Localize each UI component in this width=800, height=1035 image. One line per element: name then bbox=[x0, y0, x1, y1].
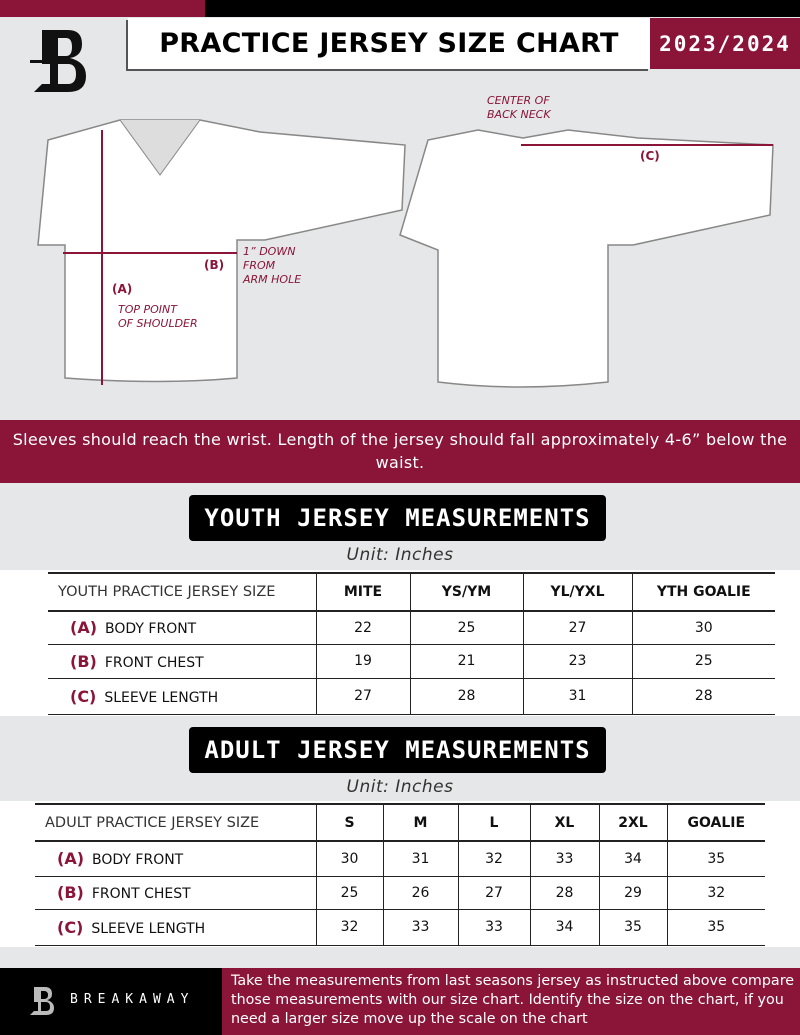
size-value-cell: 23 bbox=[523, 644, 632, 678]
table-row bbox=[35, 909, 765, 945]
table-row bbox=[48, 644, 775, 678]
row-label-cell bbox=[48, 644, 316, 678]
size-value-cell: 35 bbox=[667, 909, 765, 945]
size-value-cell: 28 bbox=[632, 678, 775, 714]
size-value-cell: 22 bbox=[316, 611, 410, 644]
size-value-cell: 31 bbox=[383, 841, 458, 876]
measure-key: (C) bbox=[70, 686, 97, 706]
size-value-cell: 26 bbox=[383, 876, 458, 909]
breakaway-logo bbox=[28, 26, 94, 96]
instructions-banner: Sleeves should reach the wrist. Length of the jersey should fall approximately 4-6” below the waist. bbox=[0, 420, 800, 483]
column-header: 2XL bbox=[599, 804, 667, 841]
column-header: S bbox=[316, 804, 383, 841]
size-value-cell: 34 bbox=[599, 841, 667, 876]
size-value-cell: 27 bbox=[316, 678, 410, 714]
size-value-cell: 33 bbox=[458, 909, 530, 945]
label-b: (B) bbox=[204, 258, 225, 272]
column-header: M bbox=[383, 804, 458, 841]
table-row bbox=[35, 876, 765, 909]
breakaway-logo-small bbox=[28, 985, 56, 1017]
youth-unit: Unit: Inches bbox=[346, 545, 454, 565]
size-value-cell: 25 bbox=[316, 876, 383, 909]
season-badge: 2023/2024 bbox=[650, 18, 800, 69]
front-jersey-diagram bbox=[30, 110, 410, 400]
column-header: YTH GOALIE bbox=[632, 573, 775, 611]
measure-key: (C) bbox=[57, 917, 84, 937]
back-jersey-diagram bbox=[398, 120, 778, 395]
footer-brand-name: BREAKAWAY bbox=[70, 992, 195, 1007]
size-value-cell: 25 bbox=[632, 644, 775, 678]
measure-label: FRONT CHEST bbox=[104, 654, 204, 671]
top-accent-bar bbox=[0, 0, 205, 17]
size-value-cell: 31 bbox=[523, 678, 632, 714]
size-value-cell: 21 bbox=[410, 644, 523, 678]
size-value-cell: 19 bbox=[316, 644, 410, 678]
table-header-row bbox=[48, 573, 775, 611]
youth-size-table bbox=[48, 572, 775, 715]
measure-label: SLEEVE LENGTH bbox=[91, 920, 206, 937]
note-top-point-shoulder: TOP POINT OF SHOULDER bbox=[118, 303, 198, 330]
row-label-cell bbox=[48, 678, 316, 714]
row-label-cell bbox=[35, 841, 316, 876]
note-center-back-neck: CENTER OF BACK NECK bbox=[487, 94, 551, 121]
size-value-cell: 30 bbox=[632, 611, 775, 644]
row-label-cell bbox=[48, 611, 316, 644]
footer-instructions: Take the measurements from last seasons jersey as instructed above compare those measurements with our size chart. Identify the size on the chart, if you need a larger size move up the scale on the chart bbox=[222, 968, 800, 1035]
table-row bbox=[35, 841, 765, 876]
measure-key: (A) bbox=[70, 618, 98, 638]
measure-label: BODY FRONT bbox=[105, 621, 197, 638]
table-header-row bbox=[35, 804, 765, 841]
adult-size-table bbox=[35, 803, 765, 946]
column-header: ADULT PRACTICE JERSEY SIZE bbox=[45, 814, 260, 831]
size-value-cell: 32 bbox=[316, 909, 383, 945]
column-header: YL/YXL bbox=[523, 573, 632, 611]
size-value-cell: 30 bbox=[316, 841, 383, 876]
table-row bbox=[48, 678, 775, 714]
size-value-cell: 29 bbox=[599, 876, 667, 909]
measure-label: SLEEVE LENGTH bbox=[104, 689, 219, 706]
row-label-cell bbox=[35, 876, 316, 909]
column-header: YS/YM bbox=[410, 573, 523, 611]
label-a: (A) bbox=[112, 282, 133, 296]
page-title: PRACTICE JERSEY SIZE CHART bbox=[128, 18, 650, 69]
column-header: GOALIE bbox=[667, 804, 765, 841]
size-value-cell: 27 bbox=[523, 611, 632, 644]
column-header: MITE bbox=[316, 573, 410, 611]
size-value-cell: 35 bbox=[599, 909, 667, 945]
size-value-cell: 33 bbox=[383, 909, 458, 945]
row-label-cell bbox=[35, 909, 316, 945]
size-value-cell: 28 bbox=[530, 876, 599, 909]
size-value-cell: 32 bbox=[458, 841, 530, 876]
adult-section-title: ADULT JERSEY MEASUREMENTS bbox=[189, 727, 606, 773]
size-value-cell: 33 bbox=[530, 841, 599, 876]
label-c: (C) bbox=[640, 149, 660, 163]
table-row bbox=[48, 611, 775, 644]
measure-key: (B) bbox=[57, 883, 84, 902]
youth-section-title: YOUTH JERSEY MEASUREMENTS bbox=[189, 495, 606, 541]
column-header: YOUTH PRACTICE JERSEY SIZE bbox=[58, 584, 276, 600]
size-value-cell: 25 bbox=[410, 611, 523, 644]
measure-key: (A) bbox=[57, 849, 85, 869]
note-arm-hole: 1” DOWN FROM ARM HOLE bbox=[243, 245, 302, 286]
top-black-bar bbox=[205, 0, 800, 17]
size-value-cell: 27 bbox=[458, 876, 530, 909]
measure-label: FRONT CHEST bbox=[91, 886, 191, 902]
column-header: XL bbox=[530, 804, 599, 841]
size-value-cell: 28 bbox=[410, 678, 523, 714]
size-value-cell: 34 bbox=[530, 909, 599, 945]
size-value-cell: 32 bbox=[667, 876, 765, 909]
adult-unit: Unit: Inches bbox=[346, 777, 454, 797]
column-header: L bbox=[458, 804, 530, 841]
measure-label: BODY FRONT bbox=[92, 852, 184, 869]
measure-key: (B) bbox=[70, 651, 97, 671]
size-value-cell: 35 bbox=[667, 841, 765, 876]
